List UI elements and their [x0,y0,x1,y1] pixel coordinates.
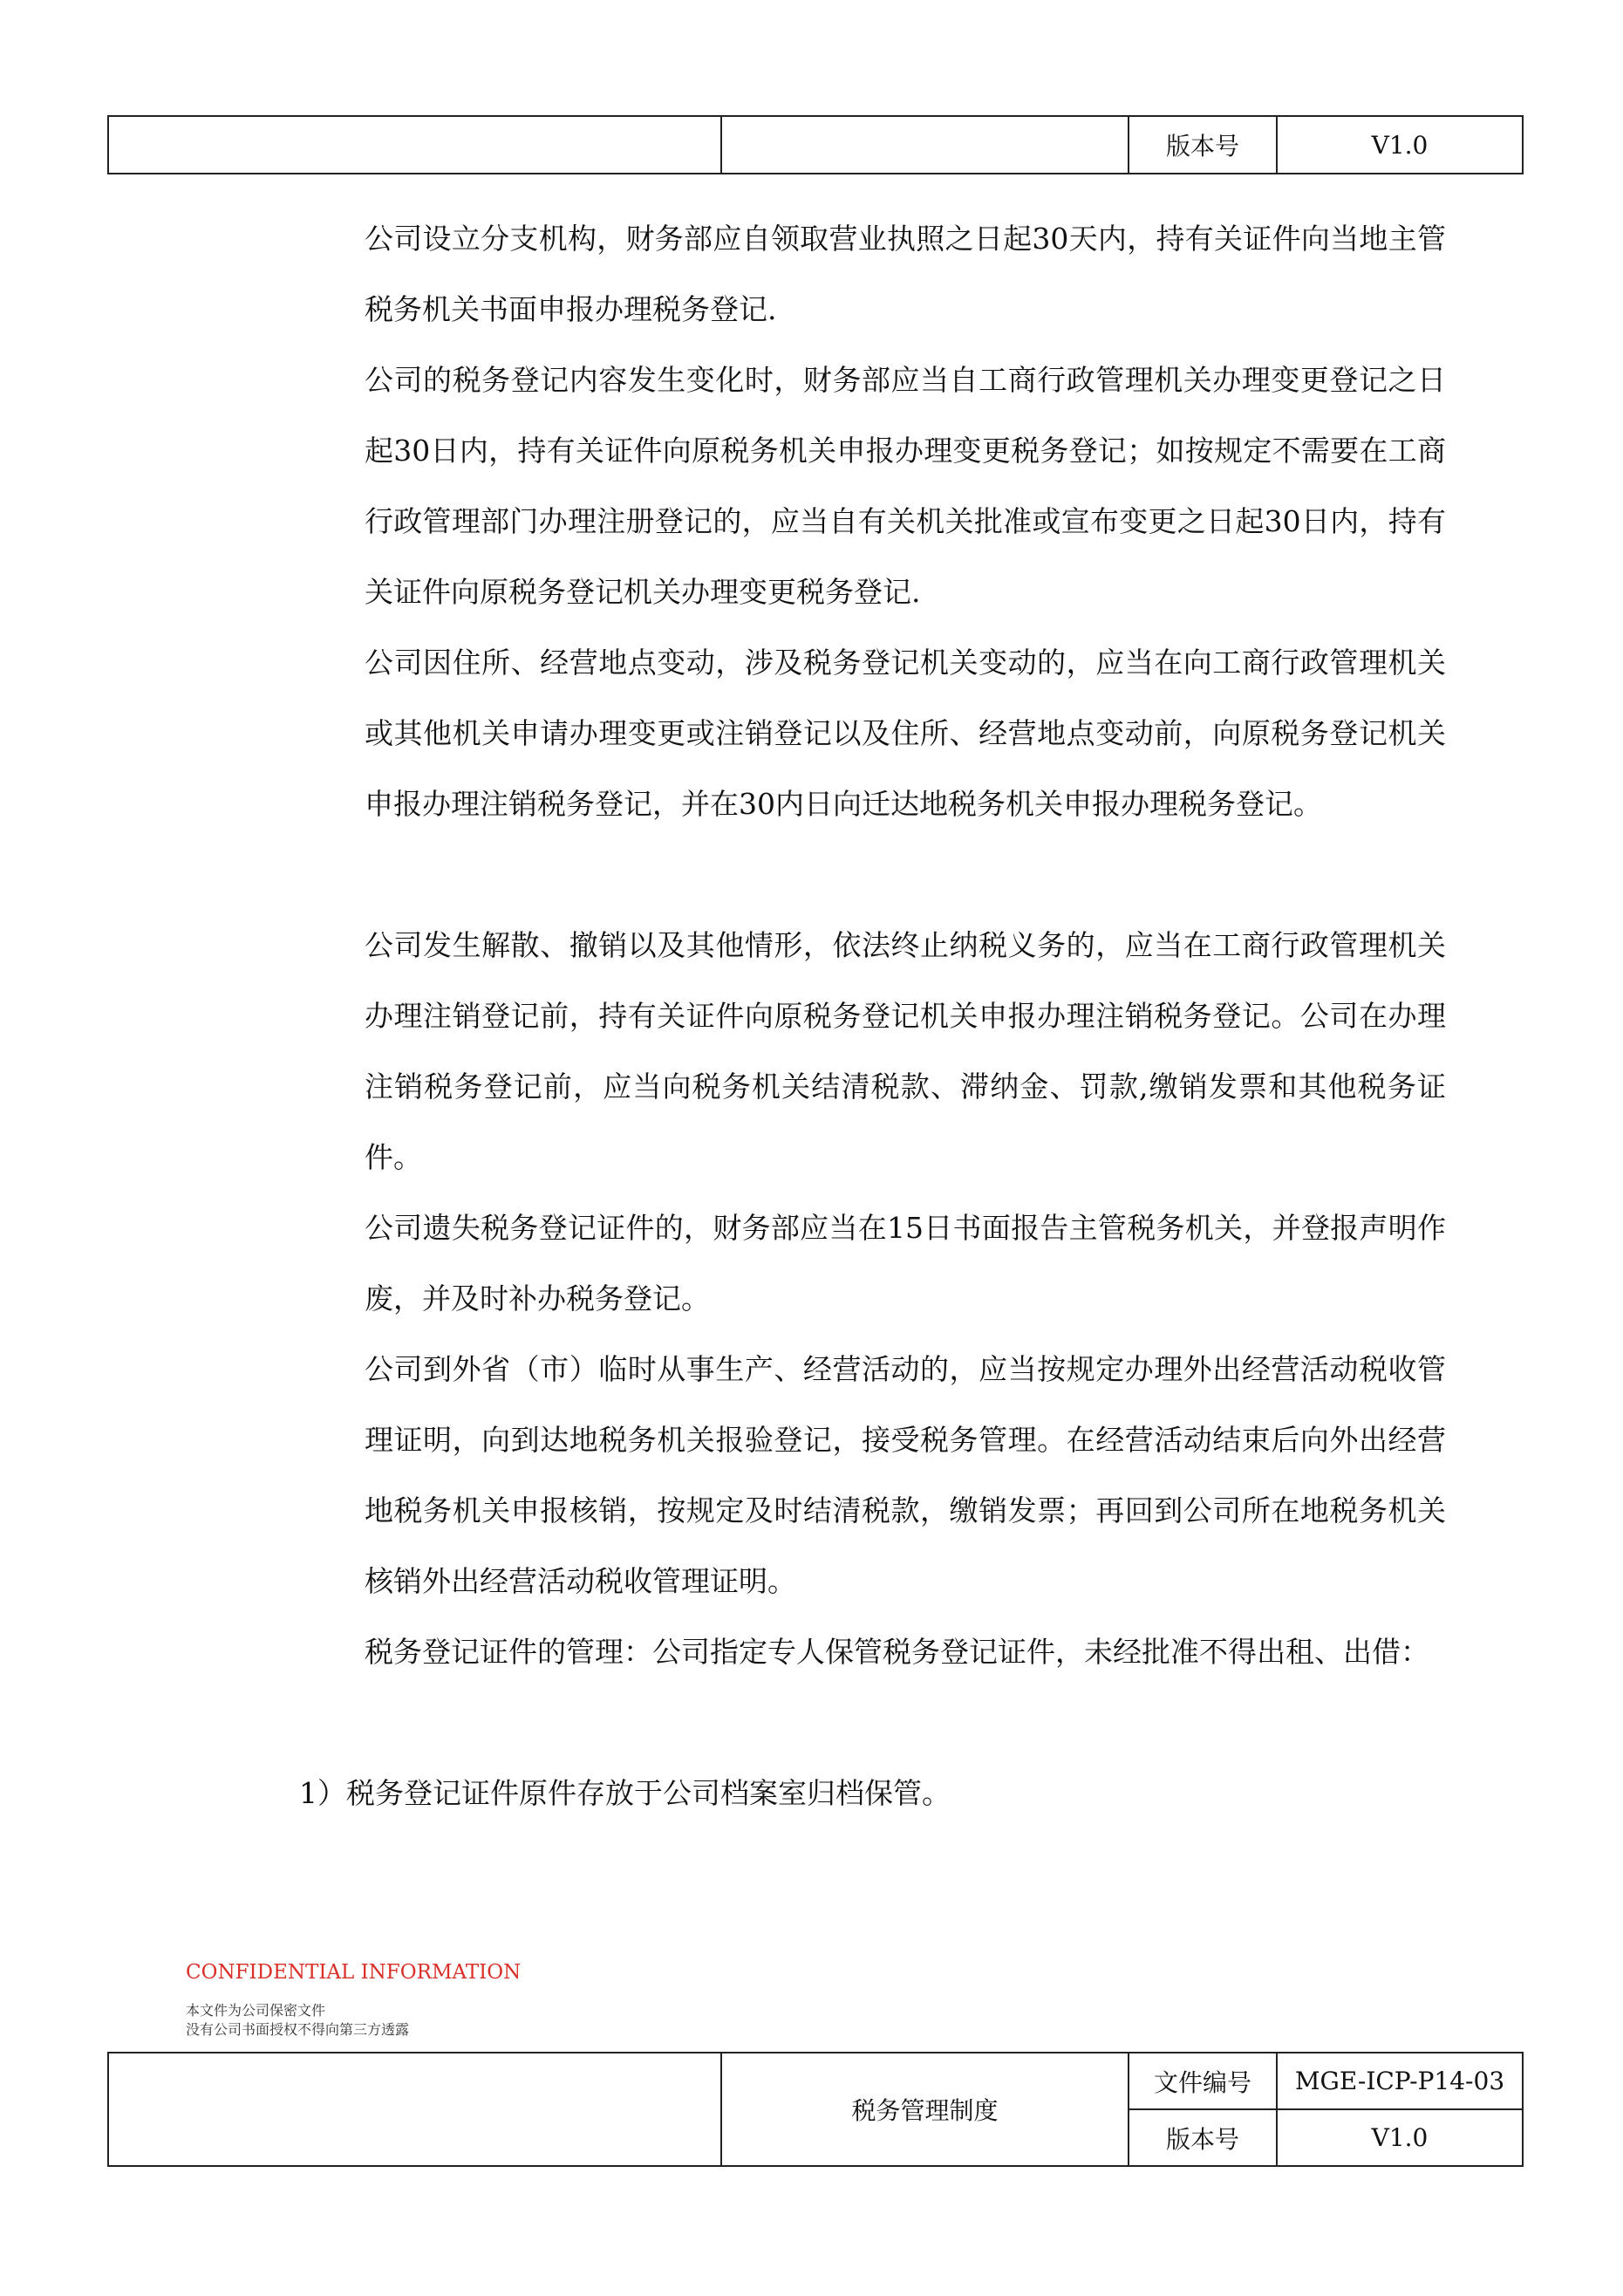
footer-blank-cell [108,2053,721,2166]
header-version-value: V1.0 [1277,116,1523,174]
paragraph-address-change: 公司因住所、经营地点变动，涉及税务登记机关变动的，应当在向工商行政管理机关或其他机关申请办理变更或注销登记以及住所、经营地点变动前，向原税务登记机关申报办理注销税务登记，并在30内日向迁达地税务机关申报办理税务登记。 [365,646,1446,821]
header-blank-cell-left [108,116,721,174]
paragraph-out-of-province: 公司到外省（市）临时从事生产、经营活动的，应当按规定办理外出经营活动税收管理证明，向到达地税务机关报验登记，接受税务管理。在经营活动结束后向外出经营地税务机关申报核销，按规定及时结清税款，缴销发票；再回到公司所在地税务机关核销外出经营活动税收管理证明。 [365,1352,1446,1598]
footer-version-label: 版本号 [1129,2109,1277,2166]
header-table [107,115,1524,174]
paragraph-deregistration: 公司发生解散、撤销以及其他情形，依法终止纳税义务的，应当在工商行政管理机关办理注销登记前，持有关证件向原税务登记机关申报办理注销税务登记。公司在办理注销税务登记前，应当向税务机关结清税款、滞纳金、罚款,缴销发票和其他税务证件。 [365,928,1446,1174]
header-version-label: 版本号 [1129,116,1277,174]
header-blank-cell-middle [721,116,1129,174]
footer-version-value: V1.0 [1277,2109,1523,2166]
confidential-note-line1: 本文件为公司保密文件 [186,2002,326,2019]
document-title: 税务管理制度 [721,2053,1129,2166]
footer-table [107,2052,1524,2167]
paragraph-lost-certificate: 公司遗失税务登记证件的，财务部应当在15日书面报告主管税务机关，并登报声明作废，并及时补办税务登记。 [365,1211,1446,1315]
file-number-value: MGE-ICP-P14-03 [1277,2053,1523,2109]
paragraph-branch-registration: 公司设立分支机构，财务部应自领取营业执照之日起30天内，持有关证件向当地主管税务机关书面申报办理税务登记. [365,222,1446,326]
confidential-note-line2: 没有公司书面授权不得向第三方透露 [186,2021,410,2038]
confidential-title: CONFIDENTIAL INFORMATION [186,1961,522,1984]
list-item-1: 1）税务登记证件原件存放于公司档案室归档保管。 [299,1776,951,1810]
file-number-label: 文件编号 [1129,2053,1277,2109]
paragraph-registration-change: 公司的税务登记内容发生变化时，财务部应当自工商行政管理机关办理变更登记之日起30日内，持有关证件向原税务机关申报办理变更税务登记；如按规定不需要在工商行政管理部门办理注册登记的，应当自有关机关批准或宣布变更之日起30日内，持有关证件向原税务登记机关办理变更税务登记. [365,363,1446,609]
paragraph-certificate-management: 税务登记证件的管理：公司指定专人保管税务登记证件，未经批准不得出租、出借： [365,1635,1429,1669]
